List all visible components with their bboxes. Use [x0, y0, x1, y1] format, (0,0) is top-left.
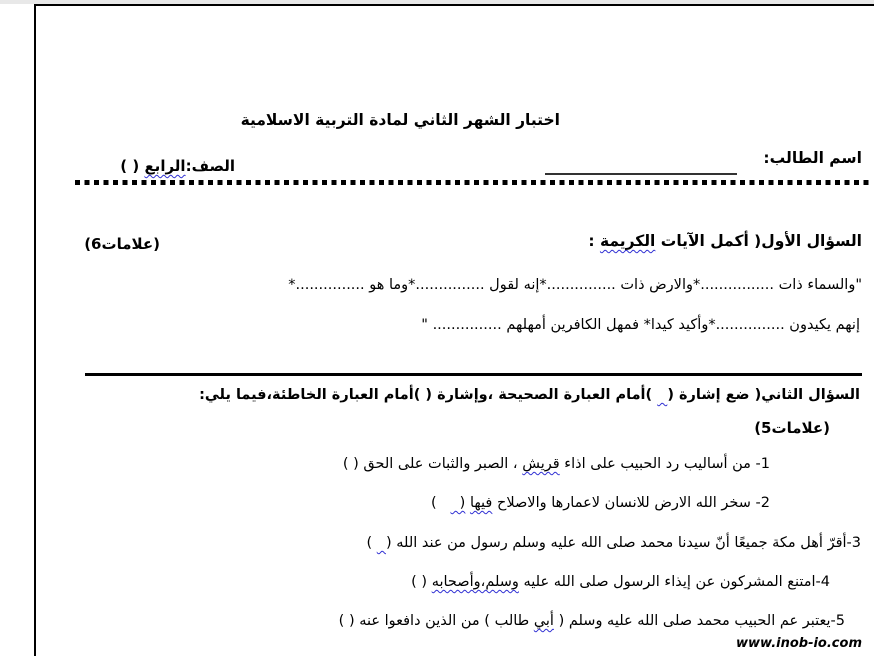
question1-header: السؤال الأول) أكمل الآيات الكريمة : — [588, 232, 862, 250]
question2-marks-badge: (5علامات) — [754, 419, 830, 437]
class-grade-line: الصف:الرابع ( ) — [120, 157, 235, 175]
true-false-item-2: 2- سخر الله الارض للانسان لاعمارها والاصلاح فيها ( ) — [430, 495, 770, 511]
section-separator-line — [85, 373, 862, 376]
page-border-top — [34, 4, 874, 6]
true-false-item-3: 3-أقرّ أهل مكة جميعًا أنّ سيدنا محمد صلى الله عليه وسلم رسول من عند الله ( ) — [366, 535, 861, 551]
true-false-item-4: 4-امتنع المشركون عن إيذاء الرسول صلى الله عليه وسلم،وأصحابه ( ) — [411, 574, 830, 590]
true-false-item-1: 1- من أساليب رد الحبيب على اذاء قريش ، الصبر والثبات على الحق ( ) — [342, 456, 770, 472]
student-name-label: اسم الطالب: — [763, 149, 862, 167]
question2-header: السؤال الثاني) ضع إشارة ( )أمام العبارة الصحيحة ،وإشارة ( )أمام العبارة الخاطئة،فيما يلي: — [199, 387, 860, 403]
student-name-blank-line — [545, 173, 737, 175]
question1-verse-line-1: "والسماء ذات ................*والارض ذات ...............*إنه لقول ...............*وما هو ...............* — [288, 277, 862, 293]
watermark-url: www.inob-io.com — [736, 636, 862, 651]
true-false-item-5: 5-يعتبر عم الحبيب محمد صلى الله عليه وسلم ( أبي طالب ) من الذين دافعوا عنه ( ) — [338, 613, 845, 629]
page-border-left — [34, 4, 36, 656]
dotted-separator — [75, 180, 872, 185]
question1-marks-badge: (6علامات) — [84, 235, 160, 253]
question1-verse-line-2: إنهم يكيدون ...............*وأكيد كيدا* فمهل الكافرين أمهلهم ............... " — [421, 317, 860, 333]
exam-title: اختبار الشهر الثاني لمادة التربية الاسلامية — [240, 111, 560, 129]
